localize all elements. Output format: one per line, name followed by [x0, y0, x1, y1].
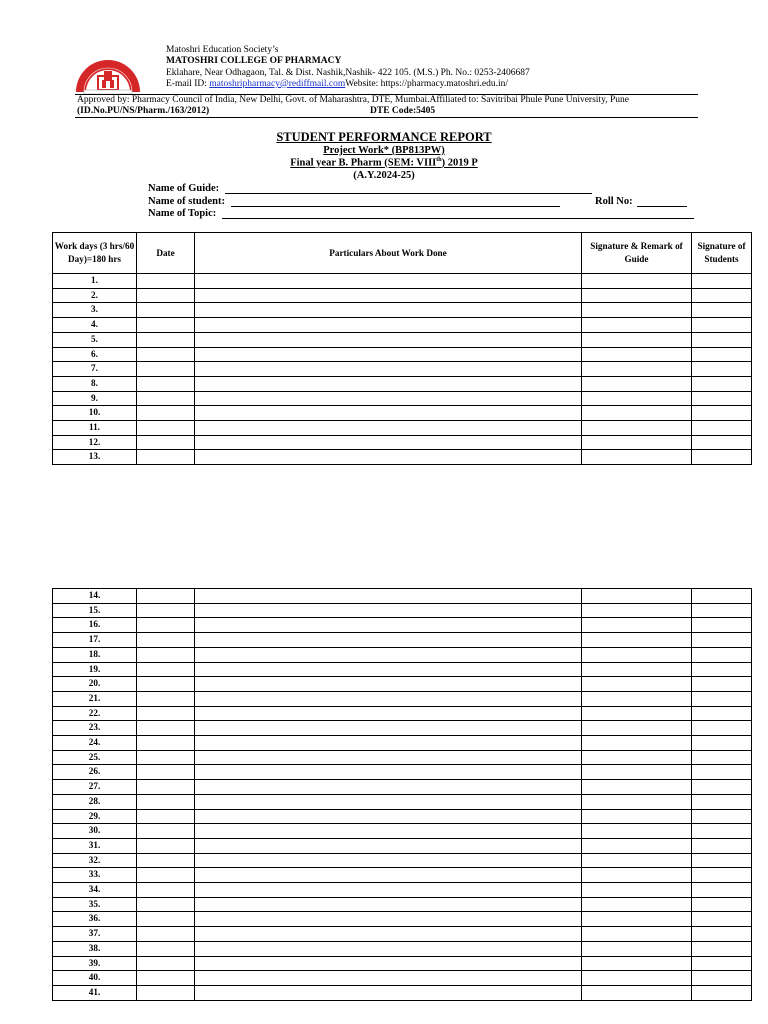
day-number-cell: 25.: [53, 750, 137, 765]
table-row: [53, 662, 752, 677]
guide-signature-cell[interactable]: [582, 318, 692, 333]
table-row: [53, 450, 752, 465]
day-number-cell: 6.: [53, 347, 137, 362]
date-cell[interactable]: [137, 780, 195, 795]
particulars-cell[interactable]: [195, 303, 582, 318]
student-signature-cell[interactable]: [692, 633, 752, 648]
final-year-post: ) 2019 P: [441, 157, 478, 169]
table-row: [53, 677, 752, 692]
student-signature-cell[interactable]: [692, 912, 752, 927]
student-signature-cell[interactable]: [692, 721, 752, 736]
particulars-cell[interactable]: [195, 274, 582, 289]
day-number-cell: 39.: [53, 956, 137, 971]
guide-signature-cell[interactable]: [582, 883, 692, 898]
academic-year: (A.Y.2024-25): [353, 170, 415, 181]
roll-field-line[interactable]: [637, 206, 687, 207]
date-cell[interactable]: [137, 721, 195, 736]
day-number-cell: 18.: [53, 647, 137, 662]
table-row: [53, 853, 752, 868]
guide-signature-cell[interactable]: [582, 780, 692, 795]
particulars-cell[interactable]: [195, 897, 582, 912]
date-cell[interactable]: [137, 662, 195, 677]
student-signature-cell[interactable]: [692, 765, 752, 780]
day-number-cell: 17.: [53, 633, 137, 648]
date-cell[interactable]: [137, 706, 195, 721]
day-number-cell: 16.: [53, 618, 137, 633]
table-row: [53, 347, 752, 362]
particulars-cell[interactable]: [195, 721, 582, 736]
table-body-part1: [53, 274, 752, 465]
particulars-cell[interactable]: [195, 971, 582, 986]
date-cell[interactable]: [137, 274, 195, 289]
day-number-cell: 31.: [53, 838, 137, 853]
student-signature-cell[interactable]: [692, 303, 752, 318]
day-number-cell: 9.: [53, 391, 137, 406]
guide-signature-cell[interactable]: [582, 647, 692, 662]
date-cell[interactable]: [137, 853, 195, 868]
guide-signature-cell[interactable]: [582, 765, 692, 780]
table-row: [53, 303, 752, 318]
day-number-cell: 38.: [53, 941, 137, 956]
guide-signature-cell[interactable]: [582, 706, 692, 721]
particulars-cell[interactable]: [195, 691, 582, 706]
day-number-cell: 26.: [53, 765, 137, 780]
header-rule-bottom: [75, 117, 698, 118]
student-signature-cell[interactable]: [692, 435, 752, 450]
student-signature-cell[interactable]: [692, 853, 752, 868]
guide-signature-cell[interactable]: [582, 736, 692, 751]
header-particulars: Particulars About Work Done: [195, 233, 582, 274]
table-row: [53, 274, 752, 289]
particulars-cell[interactable]: [195, 662, 582, 677]
table-row: [53, 647, 752, 662]
date-cell[interactable]: [137, 435, 195, 450]
particulars-cell[interactable]: [195, 421, 582, 436]
date-cell[interactable]: [137, 809, 195, 824]
topic-field-label: Name of Topic:: [148, 208, 217, 219]
day-number-cell: 3.: [53, 303, 137, 318]
date-cell[interactable]: [137, 736, 195, 751]
guide-signature-cell[interactable]: [582, 691, 692, 706]
date-cell[interactable]: [137, 332, 195, 347]
table-row: [53, 883, 752, 898]
particulars-cell[interactable]: [195, 868, 582, 883]
particulars-cell[interactable]: [195, 391, 582, 406]
guide-signature-cell[interactable]: [582, 956, 692, 971]
college-logo: [74, 54, 142, 94]
table-row: [53, 435, 752, 450]
table-row: [53, 391, 752, 406]
student-signature-cell[interactable]: [692, 647, 752, 662]
id-line: [77, 106, 697, 117]
date-cell[interactable]: [137, 691, 195, 706]
table-row: [53, 721, 752, 736]
day-number-cell: 35.: [53, 897, 137, 912]
particulars-cell[interactable]: [195, 765, 582, 780]
guide-signature-cell[interactable]: [582, 941, 692, 956]
table-row: [53, 421, 752, 436]
performance-table-part2: [52, 588, 752, 1001]
student-signature-cell[interactable]: [692, 706, 752, 721]
date-cell[interactable]: [137, 347, 195, 362]
particulars-cell[interactable]: [195, 809, 582, 824]
student-signature-cell[interactable]: [692, 391, 752, 406]
day-number-cell: 32.: [53, 853, 137, 868]
date-cell[interactable]: [137, 647, 195, 662]
table-row: [53, 956, 752, 971]
day-number-cell: 2.: [53, 288, 137, 303]
guide-signature-cell[interactable]: [582, 406, 692, 421]
day-number-cell: 1.: [53, 274, 137, 289]
guide-signature-cell[interactable]: [582, 391, 692, 406]
table-row: [53, 318, 752, 333]
day-number-cell: 37.: [53, 927, 137, 942]
guide-signature-cell[interactable]: [582, 868, 692, 883]
table-row: [53, 332, 752, 347]
student-signature-cell[interactable]: [692, 603, 752, 618]
topic-field-line[interactable]: [222, 218, 694, 219]
particulars-cell[interactable]: [195, 750, 582, 765]
guide-signature-cell[interactable]: [582, 362, 692, 377]
guide-signature-cell[interactable]: [582, 853, 692, 868]
day-number-cell: 8.: [53, 376, 137, 391]
particulars-cell[interactable]: [195, 927, 582, 942]
guide-signature-cell[interactable]: [582, 332, 692, 347]
table-row: [53, 868, 752, 883]
date-cell[interactable]: [137, 303, 195, 318]
guide-signature-cell[interactable]: [582, 809, 692, 824]
day-number-cell: 20.: [53, 677, 137, 692]
particulars-cell[interactable]: [195, 450, 582, 465]
guide-signature-cell[interactable]: [582, 912, 692, 927]
student-signature-cell[interactable]: [692, 750, 752, 765]
student-signature-cell[interactable]: [692, 406, 752, 421]
day-number-cell: 27.: [53, 780, 137, 795]
date-cell[interactable]: [137, 450, 195, 465]
particulars-cell[interactable]: [195, 318, 582, 333]
day-number-cell: 29.: [53, 809, 137, 824]
header-signature-guide: Signature & Remark of Guide: [582, 233, 692, 274]
day-number-cell: 15.: [53, 603, 137, 618]
guide-signature-cell[interactable]: [582, 274, 692, 289]
day-number-cell: 28.: [53, 794, 137, 809]
guide-signature-cell[interactable]: [582, 603, 692, 618]
student-signature-cell[interactable]: [692, 347, 752, 362]
id-number: (ID.No.PU/NS/Pharm./163/2012): [77, 106, 210, 116]
particulars-cell[interactable]: [195, 985, 582, 1000]
guide-signature-cell[interactable]: [582, 721, 692, 736]
student-signature-cell[interactable]: [692, 376, 752, 391]
date-cell[interactable]: [137, 956, 195, 971]
particulars-cell[interactable]: [195, 633, 582, 648]
date-cell[interactable]: [137, 765, 195, 780]
student-signature-cell[interactable]: [692, 883, 752, 898]
guide-signature-cell[interactable]: [582, 618, 692, 633]
student-signature-cell[interactable]: [692, 662, 752, 677]
table-row: [53, 376, 752, 391]
particulars-cell[interactable]: [195, 706, 582, 721]
table-body-part2: [53, 589, 752, 1001]
approval-text: Approved by: Pharmacy Council of India, New Delhi, Govt. of Maharashtra, DTE, Mumbai.Affiliated to: Savitribai Phule Pune University, Pune: [77, 95, 629, 105]
particulars-cell[interactable]: [195, 941, 582, 956]
guide-signature-cell[interactable]: [582, 450, 692, 465]
college-address: Eklahare, Near Odhagaon, Tal. & Dist. Nashik,Nashik- 422 105. (M.S.) Ph. No.: 0253-2406687: [166, 67, 530, 78]
student-field-line[interactable]: [231, 206, 560, 207]
date-cell[interactable]: [137, 971, 195, 986]
particulars-cell[interactable]: [195, 347, 582, 362]
particulars-cell[interactable]: [195, 736, 582, 751]
student-signature-cell[interactable]: [692, 274, 752, 289]
guide-signature-cell[interactable]: [582, 376, 692, 391]
table-row: [53, 633, 752, 648]
table-row: [53, 809, 752, 824]
day-number-cell: 34.: [53, 883, 137, 898]
date-cell[interactable]: [137, 618, 195, 633]
student-signature-cell[interactable]: [692, 736, 752, 751]
particulars-cell[interactable]: [195, 332, 582, 347]
particulars-cell[interactable]: [195, 589, 582, 604]
day-number-cell: 36.: [53, 912, 137, 927]
letterhead: [166, 45, 530, 90]
particulars-cell[interactable]: [195, 618, 582, 633]
student-field-label: Name of student:: [148, 196, 225, 207]
particulars-cell[interactable]: [195, 780, 582, 795]
student-signature-cell[interactable]: [692, 780, 752, 795]
date-cell[interactable]: [137, 406, 195, 421]
guide-signature-cell[interactable]: [582, 824, 692, 839]
date-cell[interactable]: [137, 868, 195, 883]
student-signature-cell[interactable]: [692, 318, 752, 333]
particulars-cell[interactable]: [195, 824, 582, 839]
header-workdays: Work days (3 hrs/60 Day)=180 hrs: [53, 233, 137, 274]
particulars-cell[interactable]: [195, 376, 582, 391]
student-signature-cell[interactable]: [692, 971, 752, 986]
date-cell[interactable]: [137, 376, 195, 391]
guide-signature-cell[interactable]: [582, 435, 692, 450]
date-cell[interactable]: [137, 288, 195, 303]
day-number-cell: 41.: [53, 985, 137, 1000]
student-signature-cell[interactable]: [692, 956, 752, 971]
particulars-cell[interactable]: [195, 794, 582, 809]
particulars-cell[interactable]: [195, 838, 582, 853]
project-title: Project Work* (BP813PW): [323, 145, 445, 156]
table-row: [53, 927, 752, 942]
guide-field-label: Name of Guide:: [148, 183, 220, 194]
particulars-cell[interactable]: [195, 647, 582, 662]
day-number-cell: 12.: [53, 435, 137, 450]
student-signature-cell[interactable]: [692, 677, 752, 692]
guide-signature-cell[interactable]: [582, 347, 692, 362]
student-signature-cell[interactable]: [692, 838, 752, 853]
student-signature-cell[interactable]: [692, 897, 752, 912]
student-signature-cell[interactable]: [692, 421, 752, 436]
table-row: [53, 838, 752, 853]
date-cell[interactable]: [137, 750, 195, 765]
final-year-sup: th: [436, 157, 442, 163]
day-number-cell: 33.: [53, 868, 137, 883]
table-row: [53, 794, 752, 809]
day-number-cell: 5.: [53, 332, 137, 347]
student-signature-cell[interactable]: [692, 288, 752, 303]
table-row: [53, 941, 752, 956]
table-row: [53, 288, 752, 303]
student-signature-cell[interactable]: [692, 868, 752, 883]
particulars-cell[interactable]: [195, 435, 582, 450]
table-row: [53, 362, 752, 377]
day-number-cell: 40.: [53, 971, 137, 986]
table-row: [53, 736, 752, 751]
guide-signature-cell[interactable]: [582, 662, 692, 677]
date-cell[interactable]: [137, 927, 195, 942]
table-row: [53, 691, 752, 706]
particulars-cell[interactable]: [195, 677, 582, 692]
guide-signature-cell[interactable]: [582, 288, 692, 303]
date-cell[interactable]: [137, 912, 195, 927]
date-cell[interactable]: [137, 838, 195, 853]
society-name: Matoshri Education Society’s: [166, 45, 279, 55]
date-cell[interactable]: [137, 421, 195, 436]
guide-signature-cell[interactable]: [582, 794, 692, 809]
student-signature-cell[interactable]: [692, 589, 752, 604]
day-number-cell: 10.: [53, 406, 137, 421]
day-number-cell: 7.: [53, 362, 137, 377]
student-signature-cell[interactable]: [692, 691, 752, 706]
table-row: [53, 618, 752, 633]
day-number-cell: 11.: [53, 421, 137, 436]
student-signature-cell[interactable]: [692, 450, 752, 465]
table-row: [53, 912, 752, 927]
dte-code: DTE Code:5405: [370, 106, 436, 116]
particulars-cell[interactable]: [195, 912, 582, 927]
day-number-cell: 24.: [53, 736, 137, 751]
final-year-title: [0, 157, 768, 169]
date-cell[interactable]: [137, 824, 195, 839]
date-cell[interactable]: [137, 985, 195, 1000]
date-cell[interactable]: [137, 391, 195, 406]
header-signature-students: Signature of Students: [692, 233, 752, 274]
table-row: [53, 406, 752, 421]
date-cell[interactable]: [137, 633, 195, 648]
guide-field-line[interactable]: [225, 193, 592, 194]
date-cell[interactable]: [137, 318, 195, 333]
website-text: Website: https://pharmacy.matoshri.edu.in/: [345, 78, 508, 89]
guide-signature-cell[interactable]: [582, 303, 692, 318]
table-row: [53, 750, 752, 765]
day-number-cell: 30.: [53, 824, 137, 839]
day-number-cell: 21.: [53, 691, 137, 706]
particulars-cell[interactable]: [195, 956, 582, 971]
date-cell[interactable]: [137, 794, 195, 809]
header-date: Date: [137, 233, 195, 274]
table-row: [53, 706, 752, 721]
particulars-cell[interactable]: [195, 853, 582, 868]
contact-line: [166, 79, 530, 90]
roll-field-label: Roll No:: [595, 196, 633, 207]
table-row: [53, 780, 752, 795]
date-cell[interactable]: [137, 589, 195, 604]
table-row: [53, 589, 752, 604]
table-row: [53, 971, 752, 986]
student-signature-cell[interactable]: [692, 618, 752, 633]
day-number-cell: 22.: [53, 706, 137, 721]
guide-signature-cell[interactable]: [582, 897, 692, 912]
table-row: [53, 985, 752, 1000]
date-cell[interactable]: [137, 677, 195, 692]
date-cell[interactable]: [137, 362, 195, 377]
guide-signature-cell[interactable]: [582, 927, 692, 942]
particulars-cell[interactable]: [195, 883, 582, 898]
day-number-cell: 14.: [53, 589, 137, 604]
guide-signature-cell[interactable]: [582, 677, 692, 692]
student-signature-cell[interactable]: [692, 362, 752, 377]
student-signature-cell[interactable]: [692, 985, 752, 1000]
email-label: E-mail ID:: [166, 78, 210, 89]
guide-signature-cell[interactable]: [582, 589, 692, 604]
guide-signature-cell[interactable]: [582, 633, 692, 648]
performance-table-part1: [52, 232, 752, 465]
date-cell[interactable]: [137, 897, 195, 912]
particulars-cell[interactable]: [195, 362, 582, 377]
day-number-cell: 19.: [53, 662, 137, 677]
particulars-cell[interactable]: [195, 288, 582, 303]
particulars-cell[interactable]: [195, 603, 582, 618]
student-signature-cell[interactable]: [692, 927, 752, 942]
table-row: [53, 897, 752, 912]
student-signature-cell[interactable]: [692, 332, 752, 347]
email-link[interactable]: matoshripharmacy@rediffmail.com: [209, 78, 346, 89]
final-year-pre: Final year B. Pharm (SEM: VIII: [290, 157, 437, 169]
table-row: [53, 765, 752, 780]
student-signature-cell[interactable]: [692, 809, 752, 824]
table-row: [53, 824, 752, 839]
student-signature-cell[interactable]: [692, 824, 752, 839]
day-number-cell: 23.: [53, 721, 137, 736]
date-cell[interactable]: [137, 941, 195, 956]
date-cell[interactable]: [137, 603, 195, 618]
student-signature-cell[interactable]: [692, 941, 752, 956]
report-title: STUDENT PERFORMANCE REPORT: [276, 130, 492, 144]
particulars-cell[interactable]: [195, 406, 582, 421]
guide-signature-cell[interactable]: [582, 838, 692, 853]
day-number-cell: 4.: [53, 318, 137, 333]
student-signature-cell[interactable]: [692, 794, 752, 809]
date-cell[interactable]: [137, 883, 195, 898]
day-number-cell: 13.: [53, 450, 137, 465]
guide-signature-cell[interactable]: [582, 985, 692, 1000]
guide-signature-cell[interactable]: [582, 971, 692, 986]
table-row: [53, 603, 752, 618]
college-name: MATOSHRI COLLEGE OF PHARMACY: [166, 56, 342, 67]
guide-signature-cell[interactable]: [582, 750, 692, 765]
guide-signature-cell[interactable]: [582, 421, 692, 436]
